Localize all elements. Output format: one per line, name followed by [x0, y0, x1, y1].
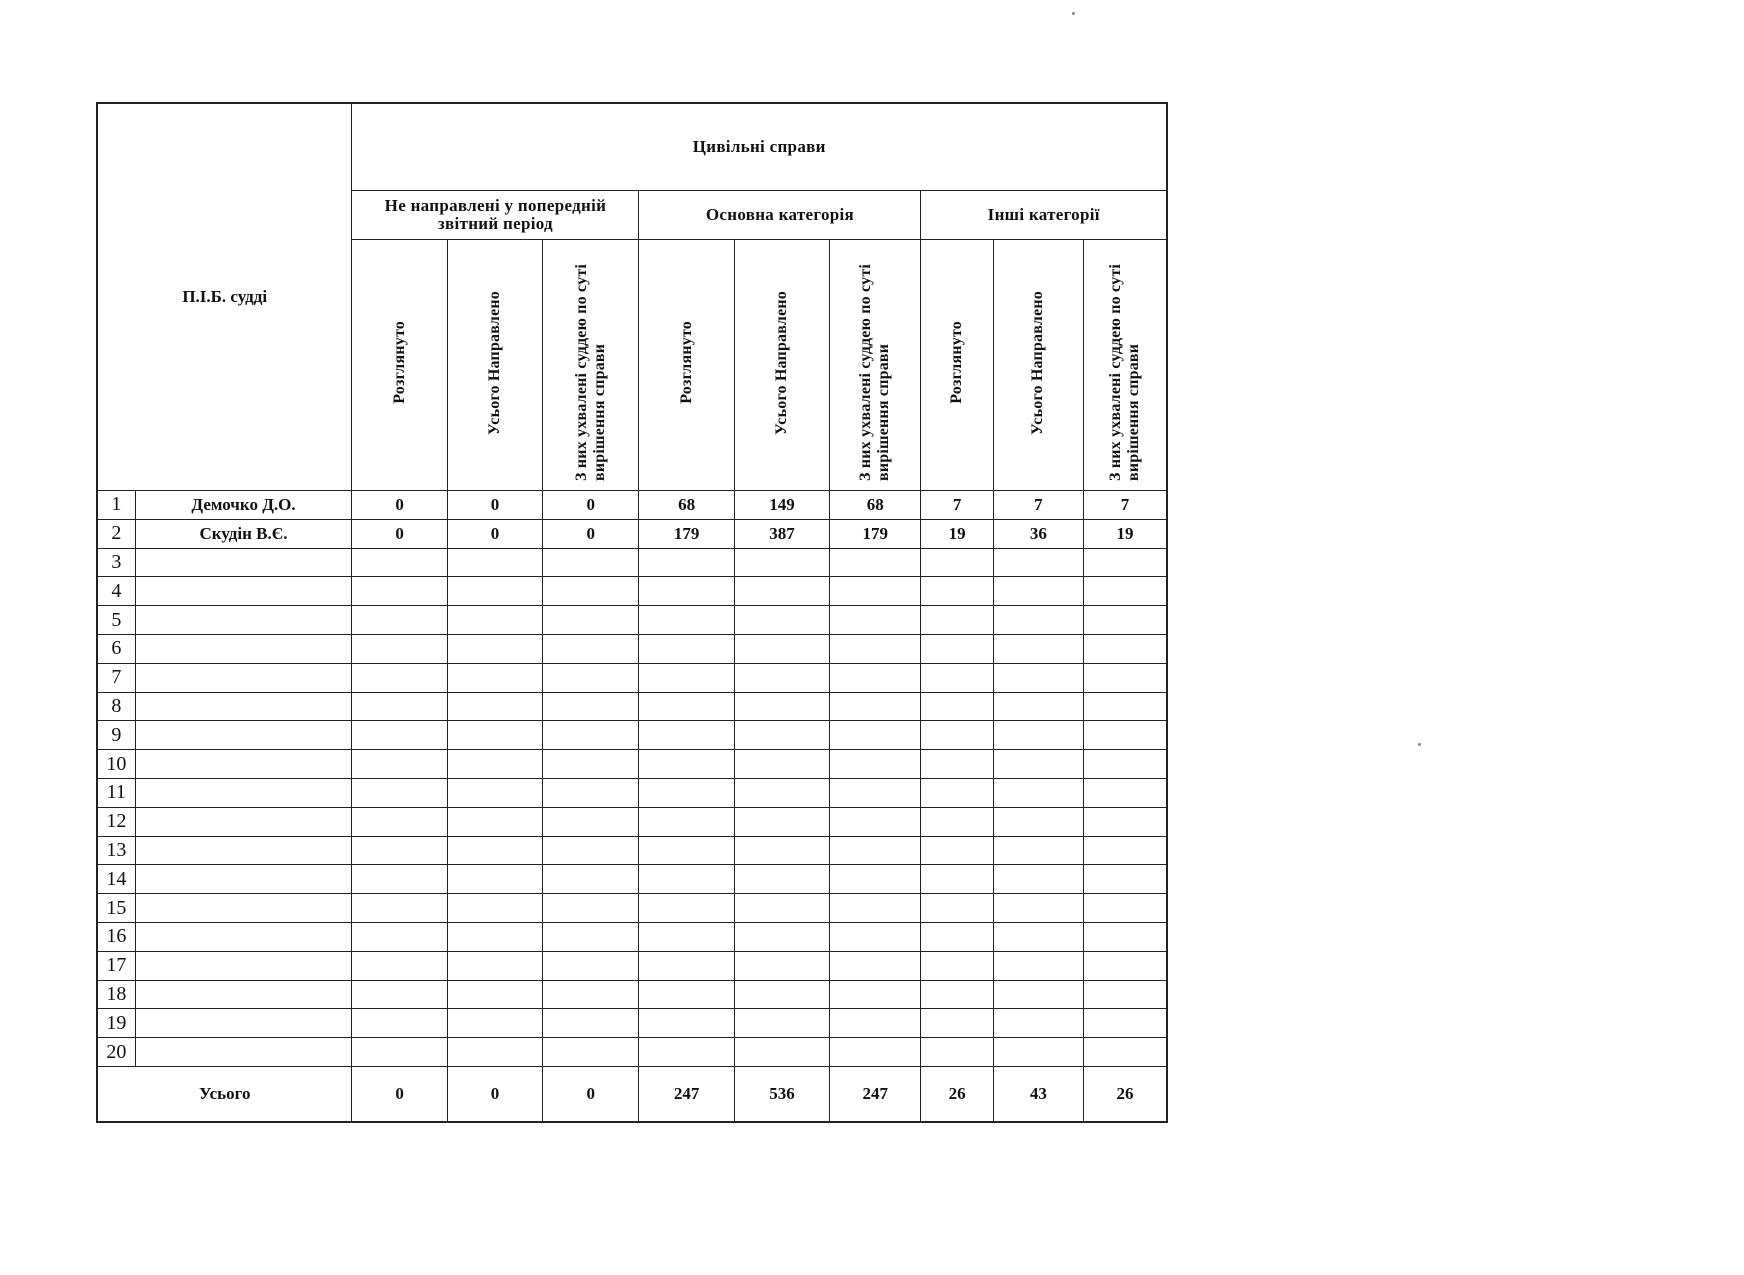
column-header-label: З них ухвалені суддею по суті вирішення справи [857, 263, 893, 481]
value-cell [993, 778, 1083, 807]
value-cell [1084, 836, 1167, 865]
value-cell: 7 [1084, 491, 1167, 520]
value-cell [543, 721, 639, 750]
value-cell [352, 548, 447, 577]
value-cell [921, 548, 993, 577]
value-cell: 36 [993, 519, 1083, 548]
value-cell [639, 606, 734, 635]
column-header [543, 240, 639, 491]
value-cell [830, 663, 921, 692]
value-cell [830, 721, 921, 750]
value-cell [447, 577, 542, 606]
value-cell [447, 922, 542, 951]
judge-name-cell: Демочко Д.О. [135, 491, 352, 520]
judge-name-cell [135, 577, 352, 606]
value-cell [543, 1038, 639, 1067]
value-cell [993, 663, 1083, 692]
value-cell [830, 750, 921, 779]
column-header [921, 240, 993, 491]
value-cell: 0 [543, 491, 639, 520]
value-cell: 0 [352, 519, 447, 548]
total-value-cell: 247 [830, 1066, 921, 1122]
value-cell [352, 836, 447, 865]
value-cell [734, 663, 829, 692]
value-cell [1084, 1038, 1167, 1067]
value-cell [734, 951, 829, 980]
value-cell [993, 577, 1083, 606]
value-cell [639, 1009, 734, 1038]
column-header-label: Розглянуто [677, 321, 695, 404]
total-value-cell: 536 [734, 1066, 829, 1122]
judge-name-cell [135, 980, 352, 1009]
value-cell [543, 663, 639, 692]
column-header-label: Усього Направлено [772, 290, 790, 435]
value-cell [447, 1009, 542, 1038]
value-cell [639, 750, 734, 779]
row-number: 10 [97, 750, 135, 779]
value-cell [921, 634, 993, 663]
total-value-cell: 0 [352, 1066, 447, 1122]
value-cell [639, 778, 734, 807]
value-cell [921, 922, 993, 951]
value-cell [830, 634, 921, 663]
value-cell [921, 894, 993, 923]
row-number: 2 [97, 519, 135, 548]
judge-name-cell [135, 692, 352, 721]
table-row [97, 519, 1167, 548]
value-cell: 19 [921, 519, 993, 548]
value-cell [543, 750, 639, 779]
table-row [97, 922, 1167, 951]
value-cell [830, 548, 921, 577]
total-value-cell: 0 [447, 1066, 542, 1122]
value-cell [830, 922, 921, 951]
value-cell [543, 634, 639, 663]
judge-name-cell [135, 836, 352, 865]
column-header-label: Усього Направлено [1029, 290, 1047, 435]
value-cell [543, 922, 639, 951]
value-cell [447, 894, 542, 923]
value-cell [734, 922, 829, 951]
value-cell [639, 634, 734, 663]
value-cell [993, 548, 1083, 577]
table-row [97, 836, 1167, 865]
value-cell [830, 836, 921, 865]
row-number: 7 [97, 663, 135, 692]
value-cell [543, 836, 639, 865]
value-cell [352, 951, 447, 980]
value-cell [543, 951, 639, 980]
table-row [97, 865, 1167, 894]
value-cell [1084, 634, 1167, 663]
row-number: 16 [97, 922, 135, 951]
judge-name-cell [135, 548, 352, 577]
value-cell [993, 606, 1083, 635]
column-header [447, 240, 542, 491]
value-cell [639, 836, 734, 865]
value-cell [734, 606, 829, 635]
column-header [830, 240, 921, 491]
value-cell [993, 922, 1083, 951]
value-cell [447, 778, 542, 807]
table-row [97, 980, 1167, 1009]
value-cell [447, 980, 542, 1009]
group-header-main-category: Основна категорія [639, 191, 921, 240]
value-cell [830, 577, 921, 606]
value-cell [639, 951, 734, 980]
value-cell [1084, 750, 1167, 779]
value-cell [830, 980, 921, 1009]
judge-name-cell [135, 634, 352, 663]
value-cell [543, 692, 639, 721]
value-cell [1084, 577, 1167, 606]
value-cell [921, 721, 993, 750]
value-cell: 387 [734, 519, 829, 548]
value-cell [921, 1038, 993, 1067]
value-cell [734, 980, 829, 1009]
value-cell [993, 721, 1083, 750]
value-cell [830, 778, 921, 807]
row-number: 8 [97, 692, 135, 721]
value-cell: 7 [993, 491, 1083, 520]
value-cell [447, 548, 542, 577]
judge-name-cell [135, 1009, 352, 1038]
value-cell [1084, 692, 1167, 721]
value-cell [543, 807, 639, 836]
table-row [97, 491, 1167, 520]
value-cell [734, 548, 829, 577]
value-cell [447, 692, 542, 721]
value-cell [993, 865, 1083, 894]
value-cell [993, 951, 1083, 980]
value-cell: 19 [1084, 519, 1167, 548]
total-value-cell: 247 [639, 1066, 734, 1122]
judge-name-cell [135, 922, 352, 951]
value-cell [921, 951, 993, 980]
judge-name-cell [135, 951, 352, 980]
column-header [734, 240, 829, 491]
value-cell [993, 1038, 1083, 1067]
value-cell [1084, 1009, 1167, 1038]
value-cell [734, 836, 829, 865]
judge-name-cell: Скудін В.Є. [135, 519, 352, 548]
total-value-cell: 26 [1084, 1066, 1167, 1122]
total-value-cell: 26 [921, 1066, 993, 1122]
value-cell: 68 [830, 491, 921, 520]
value-cell [1084, 548, 1167, 577]
value-cell [734, 721, 829, 750]
value-cell [352, 750, 447, 779]
value-cell: 0 [352, 491, 447, 520]
column-header [352, 240, 447, 491]
value-cell [639, 922, 734, 951]
group-header-other-categories: Інші категорії [921, 191, 1167, 240]
judge-name-header: П.І.Б. судді [97, 103, 352, 491]
value-cell [447, 865, 542, 894]
value-cell [1084, 951, 1167, 980]
value-cell [543, 778, 639, 807]
column-header-label: Розглянуто [390, 321, 408, 404]
row-number: 13 [97, 836, 135, 865]
value-cell [352, 692, 447, 721]
table-row [97, 951, 1167, 980]
value-cell [639, 1038, 734, 1067]
value-cell [734, 778, 829, 807]
table-row [97, 1038, 1167, 1067]
judge-name-cell [135, 750, 352, 779]
value-cell [352, 894, 447, 923]
value-cell [921, 692, 993, 721]
scan-speck [1072, 12, 1075, 15]
value-cell [543, 865, 639, 894]
column-header-label: Розглянуто [948, 321, 966, 404]
column-header-label: З них ухвалені суддею по суті вирішення справи [1107, 263, 1143, 481]
value-cell [830, 1009, 921, 1038]
judge-name-cell [135, 1038, 352, 1067]
value-cell [1084, 980, 1167, 1009]
value-cell [921, 750, 993, 779]
value-cell [447, 807, 542, 836]
value-cell [993, 894, 1083, 923]
value-cell [352, 980, 447, 1009]
judge-name-cell [135, 778, 352, 807]
value-cell [830, 606, 921, 635]
row-number: 19 [97, 1009, 135, 1038]
value-cell [921, 836, 993, 865]
row-number: 1 [97, 491, 135, 520]
judge-name-cell [135, 807, 352, 836]
value-cell [830, 807, 921, 836]
row-number: 20 [97, 1038, 135, 1067]
table-row [97, 634, 1167, 663]
column-header [993, 240, 1083, 491]
column-header [1084, 240, 1167, 491]
value-cell [639, 807, 734, 836]
value-cell [447, 606, 542, 635]
value-cell [543, 1009, 639, 1038]
value-cell [830, 951, 921, 980]
row-number: 6 [97, 634, 135, 663]
value-cell [830, 1038, 921, 1067]
civil-cases-report-table [96, 102, 1168, 1123]
value-cell [447, 663, 542, 692]
value-cell [639, 721, 734, 750]
column-header-label: З них ухвалені суддею по суті вирішення справи [572, 263, 608, 481]
row-number: 18 [97, 980, 135, 1009]
value-cell [543, 980, 639, 1009]
value-cell [447, 750, 542, 779]
row-number: 9 [97, 721, 135, 750]
value-cell [734, 865, 829, 894]
table-row [97, 692, 1167, 721]
table-row [97, 721, 1167, 750]
value-cell: 0 [543, 519, 639, 548]
value-cell [734, 807, 829, 836]
value-cell [639, 692, 734, 721]
value-cell [352, 1009, 447, 1038]
value-cell [734, 692, 829, 721]
column-header [639, 240, 734, 491]
row-number: 3 [97, 548, 135, 577]
value-cell [447, 721, 542, 750]
value-cell [447, 634, 542, 663]
value-cell [1084, 807, 1167, 836]
table-row [97, 1009, 1167, 1038]
value-cell [543, 577, 639, 606]
table-row [97, 606, 1167, 635]
value-cell [921, 1009, 993, 1038]
value-cell [543, 606, 639, 635]
judge-name-cell [135, 606, 352, 635]
value-cell [639, 577, 734, 606]
table-row [97, 577, 1167, 606]
value-cell [543, 894, 639, 923]
total-value-cell: 0 [543, 1066, 639, 1122]
total-row [97, 1066, 1167, 1122]
value-cell [734, 577, 829, 606]
value-cell [1084, 922, 1167, 951]
table-row [97, 750, 1167, 779]
value-cell [734, 634, 829, 663]
value-cell [352, 634, 447, 663]
value-cell [921, 606, 993, 635]
judge-name-cell [135, 721, 352, 750]
value-cell [734, 894, 829, 923]
value-cell [830, 865, 921, 894]
value-cell [993, 634, 1083, 663]
value-cell [352, 663, 447, 692]
value-cell [734, 1009, 829, 1038]
value-cell: 149 [734, 491, 829, 520]
row-number: 17 [97, 951, 135, 980]
row-number: 12 [97, 807, 135, 836]
value-cell [352, 606, 447, 635]
total-value-cell: 43 [993, 1066, 1083, 1122]
value-cell [921, 807, 993, 836]
value-cell [639, 663, 734, 692]
value-cell [352, 721, 447, 750]
table-title: Цивільні справи [352, 103, 1167, 191]
value-cell [830, 692, 921, 721]
row-number: 5 [97, 606, 135, 635]
value-cell [352, 807, 447, 836]
judge-name-cell [135, 865, 352, 894]
value-cell [352, 577, 447, 606]
value-cell [639, 980, 734, 1009]
value-cell [734, 1038, 829, 1067]
row-number: 14 [97, 865, 135, 894]
table-row [97, 548, 1167, 577]
total-label: Усього [97, 1066, 352, 1122]
value-cell: 179 [639, 519, 734, 548]
value-cell [993, 1009, 1083, 1038]
table-row [97, 778, 1167, 807]
scan-speck [1418, 743, 1421, 746]
value-cell [352, 865, 447, 894]
value-cell [921, 778, 993, 807]
group-header-not-sent: Не направлені у попередній звітний період [352, 191, 639, 240]
table-row [97, 807, 1167, 836]
value-cell [1084, 894, 1167, 923]
value-cell [1084, 865, 1167, 894]
value-cell [921, 663, 993, 692]
row-number: 15 [97, 894, 135, 923]
value-cell [639, 894, 734, 923]
value-cell: 0 [447, 519, 542, 548]
value-cell [734, 750, 829, 779]
value-cell [352, 922, 447, 951]
column-header-label: Усього Направлено [485, 290, 503, 435]
value-cell [921, 865, 993, 894]
table-row [97, 663, 1167, 692]
table-row [97, 894, 1167, 923]
value-cell [921, 980, 993, 1009]
judge-name-cell [135, 894, 352, 923]
row-number: 4 [97, 577, 135, 606]
value-cell [921, 577, 993, 606]
value-cell [993, 692, 1083, 721]
value-cell [993, 980, 1083, 1009]
value-cell [639, 548, 734, 577]
value-cell [993, 750, 1083, 779]
value-cell [993, 836, 1083, 865]
value-cell: 179 [830, 519, 921, 548]
row-number: 11 [97, 778, 135, 807]
value-cell [447, 1038, 542, 1067]
value-cell [830, 894, 921, 923]
value-cell [447, 836, 542, 865]
value-cell: 68 [639, 491, 734, 520]
value-cell [993, 807, 1083, 836]
value-cell: 7 [921, 491, 993, 520]
value-cell: 0 [447, 491, 542, 520]
value-cell [1084, 663, 1167, 692]
judge-name-cell [135, 663, 352, 692]
value-cell [352, 1038, 447, 1067]
value-cell [1084, 778, 1167, 807]
value-cell [639, 865, 734, 894]
value-cell [447, 951, 542, 980]
value-cell [543, 548, 639, 577]
value-cell [1084, 606, 1167, 635]
value-cell [1084, 721, 1167, 750]
value-cell [352, 778, 447, 807]
